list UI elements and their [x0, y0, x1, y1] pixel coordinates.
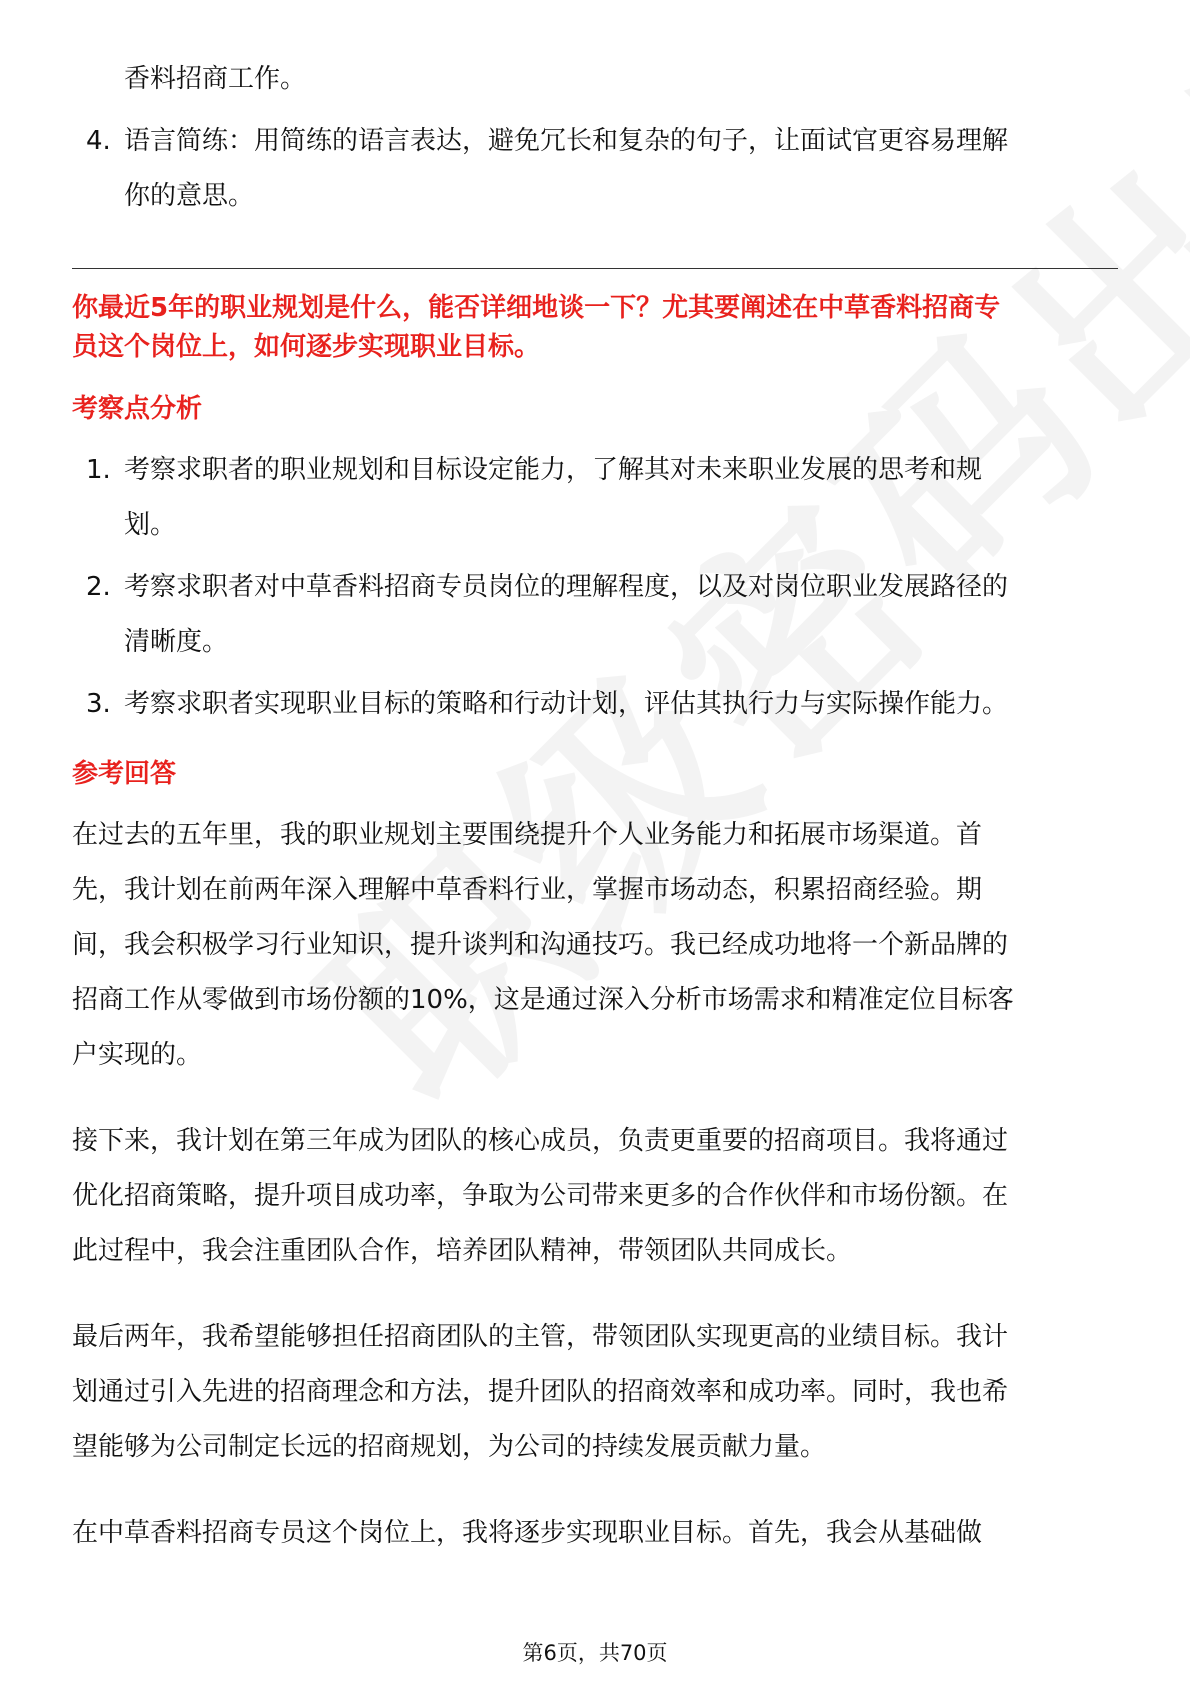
answer-paragraph — [72, 808, 1118, 1083]
list-text-line: 语言简练：用简练的语言表达，避免冗长和复杂的句子，让面试官更容易理解 — [124, 126, 1009, 156]
page-content — [72, 52, 1118, 1592]
answer-paragraph — [72, 1310, 1118, 1475]
list-number: 1. — [86, 455, 111, 485]
paragraph-line: 在过去的五年里，我的职业规划主要围绕提升个人业务能力和拓展市场渠道。首 — [72, 820, 983, 850]
list-item — [72, 114, 1118, 224]
paragraph-line: 划通过引入先进的招商理念和方法，提升团队的招商效率和成功率。同时，我也希 — [72, 1377, 1009, 1407]
list-number: 2. — [86, 572, 111, 602]
question-line: 员这个岗位上，如何逐步实现职业目标。 — [72, 332, 541, 362]
paragraph-line: 优化招商策略，提升项目成功率，争取为公司带来更多的合作伙伴和市场份额。在 — [72, 1181, 1009, 1211]
analysis-heading: 考察点分析 — [72, 394, 203, 424]
analysis-list — [72, 443, 1118, 732]
page-number: 第6页，共70页 — [522, 1641, 668, 1665]
list-item — [72, 52, 1118, 107]
list-text-line: 清晰度。 — [124, 627, 229, 657]
paragraph-line: 最后两年，我希望能够担任招商团队的主管，带领团队实现更高的业绩目标。我计 — [72, 1322, 1009, 1352]
answer-paragraph — [72, 1506, 1118, 1561]
list-number: 3. — [86, 689, 111, 719]
answer-paragraph — [72, 1114, 1118, 1279]
list-text-line: 你的意思。 — [124, 181, 255, 211]
paragraph-line: 先，我计划在前两年深入理解中草香料行业，掌握市场动态，积累招商经验。期 — [72, 875, 983, 905]
paragraph-line: 此过程中，我会注重团队合作，培养团队精神，带领团队共同成长。 — [72, 1236, 853, 1266]
paragraph-line: 在中草香料招商专员这个岗位上，我将逐步实现职业目标。首先，我会从基础做 — [72, 1518, 983, 1548]
list-text-line: 考察求职者实现职业目标的策略和行动计划，评估其执行力与实际操作能力。 — [124, 689, 1009, 719]
paragraph-line: 望能够为公司制定长远的招商规划，为公司的持续发展贡献力量。 — [72, 1432, 827, 1462]
question-line: 你最近5年的职业规划是什么，能否详细地谈一下？尤其要阐述在中草香料招商专 — [72, 293, 1001, 323]
section-divider — [72, 268, 1118, 269]
list-text-line: 考察求职者的职业规划和目标设定能力，了解其对未来职业发展的思考和规 — [124, 455, 983, 485]
list-text-line: 香料招商工作。 — [124, 64, 307, 94]
answer-heading: 参考回答 — [72, 759, 177, 789]
list-item — [72, 677, 1118, 732]
paragraph-line: 间，我会积极学习行业知识，提升谈判和沟通技巧。我已经成功地将一个新品牌的 — [72, 930, 1009, 960]
list-item — [72, 443, 1118, 553]
tips-list — [72, 52, 1118, 224]
list-text-line: 划。 — [124, 510, 177, 540]
paragraph-line: 招商工作从零做到市场份额的10%，这是通过深入分析市场需求和精准定位目标客 — [72, 985, 1014, 1015]
interview-question — [72, 289, 1118, 367]
paragraph-line: 户实现的。 — [72, 1040, 203, 1070]
list-item — [72, 560, 1118, 670]
list-number: 4. — [86, 126, 111, 156]
list-text-line: 考察求职者对中草香料招商专员岗位的理解程度，以及对岗位职业发展路径的 — [124, 572, 1009, 602]
paragraph-line: 接下来，我计划在第三年成为团队的核心成员，负责更重要的招商项目。我将通过 — [72, 1126, 1009, 1156]
